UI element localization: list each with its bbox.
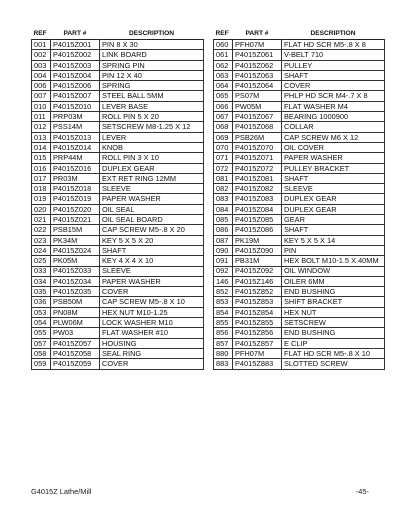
- table-row: [214, 297, 385, 307]
- description-cell: LINK BOARD: [100, 50, 204, 60]
- part-number-cell: PK19M: [233, 235, 282, 245]
- description-cell: E CLIP: [282, 338, 385, 348]
- description-cell: LOCK WASHER M10: [100, 318, 204, 328]
- table-row: [32, 194, 204, 204]
- ref-cell: 059: [32, 359, 51, 369]
- ref-cell: 855: [214, 318, 233, 328]
- description-cell: SHAFT: [100, 245, 204, 255]
- part-number-cell: PSB15M: [51, 225, 100, 235]
- description-cell: SLEEVE: [282, 184, 385, 194]
- table-row: [32, 307, 204, 317]
- table-row: [32, 245, 204, 255]
- description-cell: PAPER WASHER: [100, 276, 204, 286]
- ref-cell: 081: [214, 173, 233, 183]
- table-header-row: [214, 29, 385, 40]
- part-number-cell: P4015Z064: [233, 81, 282, 91]
- part-number-cell: PSB26M: [233, 132, 282, 142]
- description-cell: EXT RET RING 12MM: [100, 173, 204, 183]
- ref-cell: 063: [214, 70, 233, 80]
- description-cell: BEARING 1000900: [282, 112, 385, 122]
- table-row: [32, 112, 204, 122]
- ref-cell: 021: [32, 215, 51, 225]
- header-description: DESCRIPTION: [310, 29, 356, 37]
- description-cell: OIL WINDOW: [282, 266, 385, 276]
- description-cell: COVER: [100, 287, 204, 297]
- part-number-cell: PK05M: [51, 256, 100, 266]
- description-cell: DUPLEX GEAR: [282, 204, 385, 214]
- table-row: [32, 235, 204, 245]
- ref-cell: 065: [214, 91, 233, 101]
- table-row: [214, 40, 385, 50]
- description-cell: V-BELT 710: [282, 50, 385, 60]
- description-cell: SHAFT: [282, 173, 385, 183]
- ref-cell: 024: [32, 245, 51, 255]
- part-number-cell: P4015Z146: [233, 276, 282, 286]
- part-number-cell: P4015Z059: [51, 359, 100, 369]
- ref-cell: 854: [214, 307, 233, 317]
- table-row: [32, 142, 204, 152]
- table-row: [32, 163, 204, 173]
- part-number-cell: PR03M: [51, 173, 100, 183]
- ref-cell: 068: [214, 122, 233, 132]
- ref-cell: 072: [214, 163, 233, 173]
- part-number-cell: P4015Z081: [233, 173, 282, 183]
- table-row: [214, 256, 385, 266]
- part-number-cell: P4015Z856: [233, 328, 282, 338]
- description-cell: LEVER BASE: [100, 101, 204, 111]
- description-cell: HOUSING: [100, 338, 204, 348]
- table-row: [32, 338, 204, 348]
- part-number-cell: P4015Z072: [233, 163, 282, 173]
- description-cell: SLOTTED SCREW: [282, 359, 385, 369]
- parts-table-left: [31, 29, 204, 370]
- ref-cell: 853: [214, 297, 233, 307]
- description-cell: DUPLEX GEAR: [100, 163, 204, 173]
- part-number-cell: P4015Z853: [233, 297, 282, 307]
- ref-cell: 084: [214, 204, 233, 214]
- part-number-cell: P4015Z857: [233, 338, 282, 348]
- description-cell: PIN 12 X 40: [100, 70, 204, 80]
- table-row: [214, 215, 385, 225]
- part-number-cell: P4015Z033: [51, 266, 100, 276]
- ref-cell: 013: [32, 132, 51, 142]
- part-number-cell: PLW06M: [51, 318, 100, 328]
- part-number-cell: PRP44M: [51, 153, 100, 163]
- part-number-cell: PK34M: [51, 235, 100, 245]
- part-number-cell: P4015Z057: [51, 338, 100, 348]
- part-number-cell: P4015Z018: [51, 184, 100, 194]
- part-number-cell: PSB50M: [51, 297, 100, 307]
- ref-cell: 086: [214, 225, 233, 235]
- description-cell: PAPER WASHER: [282, 153, 385, 163]
- description-cell: SHIFT BRACKET: [282, 297, 385, 307]
- table-row: [214, 163, 385, 173]
- ref-cell: 035: [32, 287, 51, 297]
- ref-cell: 091: [214, 256, 233, 266]
- part-number-cell: P4015Z002: [51, 50, 100, 60]
- part-number-cell: P4015Z070: [233, 142, 282, 152]
- part-number-cell: P4015Z063: [233, 70, 282, 80]
- table-row: [32, 276, 204, 286]
- description-cell: FLAT HD SCR M5-.8 X 10: [282, 348, 385, 358]
- description-cell: KEY 5 X 5 X 20: [100, 235, 204, 245]
- table-row: [214, 235, 385, 245]
- part-number-cell: P4015Z085: [233, 215, 282, 225]
- ref-cell: 025: [32, 256, 51, 266]
- part-number-cell: PSS14M: [51, 122, 100, 132]
- table-row: [32, 328, 204, 338]
- table-row: [32, 91, 204, 101]
- part-number-cell: P4015Z034: [51, 276, 100, 286]
- description-cell: SETSCREW: [282, 318, 385, 328]
- description-cell: STEEL BALL 5MM: [100, 91, 204, 101]
- table-row: [214, 81, 385, 91]
- ref-cell: 022: [32, 225, 51, 235]
- part-number-cell: PS07M: [233, 91, 282, 101]
- part-number-cell: PFH07M: [233, 348, 282, 358]
- table-row: [32, 256, 204, 266]
- table-row: [214, 173, 385, 183]
- part-number-cell: PW05M: [233, 101, 282, 111]
- description-cell: SPRING: [100, 81, 204, 91]
- ref-cell: 090: [214, 245, 233, 255]
- ref-cell: 017: [32, 173, 51, 183]
- part-number-cell: P4015Z001: [51, 40, 100, 50]
- part-number-cell: P4015Z035: [51, 287, 100, 297]
- ref-cell: 060: [214, 40, 233, 50]
- part-number-cell: PN08M: [51, 307, 100, 317]
- description-cell: PIN: [282, 245, 385, 255]
- header-part: PART #: [245, 29, 269, 37]
- table-row: [32, 132, 204, 142]
- footer-page-number: -45-: [355, 487, 369, 496]
- parts-table-left-body: [32, 40, 204, 370]
- table-row: [214, 50, 385, 60]
- table-row: [32, 225, 204, 235]
- ref-cell: 014: [32, 142, 51, 152]
- table-row: [214, 245, 385, 255]
- table-row: [32, 81, 204, 91]
- ref-cell: 053: [32, 307, 51, 317]
- part-number-cell: P4015Z014: [51, 142, 100, 152]
- part-number-cell: P4015Z024: [51, 245, 100, 255]
- table-row: [32, 266, 204, 276]
- table-row: [214, 338, 385, 348]
- table-row: [214, 194, 385, 204]
- ref-cell: 001: [32, 40, 51, 50]
- description-cell: DUPLEX GEAR: [282, 194, 385, 204]
- part-number-cell: P4015Z003: [51, 60, 100, 70]
- ref-cell: 019: [32, 194, 51, 204]
- description-cell: END BUSHING: [282, 287, 385, 297]
- part-number-cell: P4015Z084: [233, 204, 282, 214]
- description-cell: SLEEVE: [100, 184, 204, 194]
- ref-cell: 058: [32, 348, 51, 358]
- description-cell: FLAT WASHER #10: [100, 328, 204, 338]
- ref-cell: 061: [214, 50, 233, 60]
- table-header-row: [32, 29, 204, 40]
- ref-cell: 082: [214, 184, 233, 194]
- table-row: [32, 101, 204, 111]
- part-number-cell: P4015Z006: [51, 81, 100, 91]
- part-number-cell: P4015Z090: [233, 245, 282, 255]
- ref-cell: 010: [32, 101, 51, 111]
- table-row: [32, 215, 204, 225]
- ref-cell: 092: [214, 266, 233, 276]
- ref-cell: 015: [32, 153, 51, 163]
- table-row: [214, 60, 385, 70]
- part-number-cell: P4015Z061: [233, 50, 282, 60]
- ref-cell: 057: [32, 338, 51, 348]
- ref-cell: 083: [214, 194, 233, 204]
- table-row: [214, 70, 385, 80]
- parts-table-right: [213, 29, 385, 370]
- table-row: [214, 132, 385, 142]
- ref-cell: 067: [214, 112, 233, 122]
- description-cell: KEY 4 X 4 X 10: [100, 256, 204, 266]
- header-description: DESCRIPTION: [128, 29, 175, 37]
- part-number-cell: P4015Z092: [233, 266, 282, 276]
- table-row: [214, 287, 385, 297]
- footer-manual-title: G4015Z Lathe/Mill: [31, 487, 92, 496]
- description-cell: SLEEVE: [100, 266, 204, 276]
- description-cell: CAP SCREW M5-.8 X 20: [100, 225, 204, 235]
- description-cell: KNOB: [100, 142, 204, 152]
- table-row: [32, 318, 204, 328]
- part-number-cell: P4015Z013: [51, 132, 100, 142]
- description-cell: COVER: [282, 81, 385, 91]
- table-row: [214, 112, 385, 122]
- description-cell: FLAT HD SCR M5-.8 X 8: [282, 40, 385, 50]
- ref-cell: 070: [214, 142, 233, 152]
- table-row: [32, 122, 204, 132]
- table-row: [214, 348, 385, 358]
- ref-cell: 003: [32, 60, 51, 70]
- description-cell: KEY 5 X 5 X 14: [282, 235, 385, 245]
- table-row: [32, 153, 204, 163]
- description-cell: SHAFT: [282, 70, 385, 80]
- description-cell: OIL SEAL BOARD: [100, 215, 204, 225]
- description-cell: OIL COVER: [282, 142, 385, 152]
- description-cell: COLLAR: [282, 122, 385, 132]
- ref-cell: 011: [32, 112, 51, 122]
- parts-table-right-body: [214, 40, 385, 370]
- ref-cell: 023: [32, 235, 51, 245]
- description-cell: FLAT WASHER M4: [282, 101, 385, 111]
- table-row: [32, 60, 204, 70]
- part-number-cell: P4015Z067: [233, 112, 282, 122]
- part-number-cell: P4015Z019: [51, 194, 100, 204]
- table-row: [32, 184, 204, 194]
- ref-cell: 020: [32, 204, 51, 214]
- table-row: [214, 91, 385, 101]
- table-row: [214, 318, 385, 328]
- ref-cell: 018: [32, 184, 51, 194]
- description-cell: PIN 8 X 30: [100, 40, 204, 50]
- table-row: [32, 204, 204, 214]
- table-row: [214, 276, 385, 286]
- description-cell: ROLL PIN 5 X 20: [100, 112, 204, 122]
- ref-cell: 856: [214, 328, 233, 338]
- description-cell: COVER: [100, 359, 204, 369]
- part-number-cell: P4015Z082: [233, 184, 282, 194]
- table-row: [214, 359, 385, 369]
- description-cell: CAP SCREW M6 X 12: [282, 132, 385, 142]
- description-cell: OIL SEAL: [100, 204, 204, 214]
- part-number-cell: P4015Z021: [51, 215, 100, 225]
- description-cell: LEVER: [100, 132, 204, 142]
- description-cell: CAP SCREW M5-.8 X 10: [100, 297, 204, 307]
- description-cell: SPRING PIN: [100, 60, 204, 70]
- ref-cell: 055: [32, 328, 51, 338]
- table-row: [214, 122, 385, 132]
- ref-cell: 006: [32, 81, 51, 91]
- table-row: [214, 142, 385, 152]
- description-cell: HEX BOLT M10-1.5 X 40MM: [282, 256, 385, 266]
- ref-cell: 087: [214, 235, 233, 245]
- ref-cell: 066: [214, 101, 233, 111]
- description-cell: HEX NUT: [282, 307, 385, 317]
- description-cell: SHAFT: [282, 225, 385, 235]
- table-row: [214, 307, 385, 317]
- part-number-cell: P4015Z020: [51, 204, 100, 214]
- ref-cell: 016: [32, 163, 51, 173]
- part-number-cell: P4015Z004: [51, 70, 100, 80]
- table-row: [32, 50, 204, 60]
- ref-cell: 004: [32, 70, 51, 80]
- table-row: [32, 297, 204, 307]
- description-cell: PAPER WASHER: [100, 194, 204, 204]
- part-number-cell: P4015Z083: [233, 194, 282, 204]
- ref-cell: 007: [32, 91, 51, 101]
- part-number-cell: P4015Z071: [233, 153, 282, 163]
- description-cell: PHLP HD SCR M4-.7 X 8: [282, 91, 385, 101]
- table-row: [32, 70, 204, 80]
- part-number-cell: P4015Z062: [233, 60, 282, 70]
- part-number-cell: P4015Z058: [51, 348, 100, 358]
- description-cell: PULLEY BRACKET: [282, 163, 385, 173]
- part-number-cell: P4015Z010: [51, 101, 100, 111]
- description-cell: OILER 6MM: [282, 276, 385, 286]
- table-row: [32, 40, 204, 50]
- table-row: [214, 184, 385, 194]
- table-row: [214, 328, 385, 338]
- ref-cell: 002: [32, 50, 51, 60]
- part-number-cell: P4015Z016: [51, 163, 100, 173]
- ref-cell: 146: [214, 276, 233, 286]
- description-cell: PULLEY: [282, 60, 385, 70]
- ref-cell: 071: [214, 153, 233, 163]
- ref-cell: 069: [214, 132, 233, 142]
- description-cell: GEAR: [282, 215, 385, 225]
- part-number-cell: P4015Z854: [233, 307, 282, 317]
- ref-cell: 880: [214, 348, 233, 358]
- part-number-cell: P4015Z068: [233, 122, 282, 132]
- ref-cell: 852: [214, 287, 233, 297]
- part-number-cell: PW03: [51, 328, 100, 338]
- part-number-cell: PRP03M: [51, 112, 100, 122]
- ref-cell: 064: [214, 81, 233, 91]
- table-row: [214, 266, 385, 276]
- table-row: [32, 348, 204, 358]
- part-number-cell: P4015Z086: [233, 225, 282, 235]
- ref-cell: 012: [32, 122, 51, 132]
- ref-cell: 085: [214, 215, 233, 225]
- ref-cell: 857: [214, 338, 233, 348]
- description-cell: ROLL PIN 3 X 10: [100, 153, 204, 163]
- header-ref: REF: [33, 29, 47, 37]
- ref-cell: 054: [32, 318, 51, 328]
- table-row: [32, 359, 204, 369]
- part-number-cell: PFH07M: [233, 40, 282, 50]
- header-ref: REF: [215, 29, 229, 37]
- description-cell: HEX NUT M10-1.25: [100, 307, 204, 317]
- description-cell: SEAL RING: [100, 348, 204, 358]
- part-number-cell: P4015Z007: [51, 91, 100, 101]
- ref-cell: 062: [214, 60, 233, 70]
- description-cell: SETSCREW M8-1.25 X 12: [100, 122, 204, 132]
- ref-cell: 033: [32, 266, 51, 276]
- ref-cell: 034: [32, 276, 51, 286]
- table-row: [214, 204, 385, 214]
- table-row: [32, 173, 204, 183]
- table-row: [32, 287, 204, 297]
- description-cell: END BUSHING: [282, 328, 385, 338]
- ref-cell: 883: [214, 359, 233, 369]
- header-part: PART #: [63, 29, 87, 37]
- part-number-cell: P4015Z852: [233, 287, 282, 297]
- table-row: [214, 101, 385, 111]
- part-number-cell: P4015Z855: [233, 318, 282, 328]
- table-row: [214, 153, 385, 163]
- table-row: [214, 225, 385, 235]
- ref-cell: 036: [32, 297, 51, 307]
- part-number-cell: PB31M: [233, 256, 282, 266]
- part-number-cell: P4015Z883: [233, 359, 282, 369]
